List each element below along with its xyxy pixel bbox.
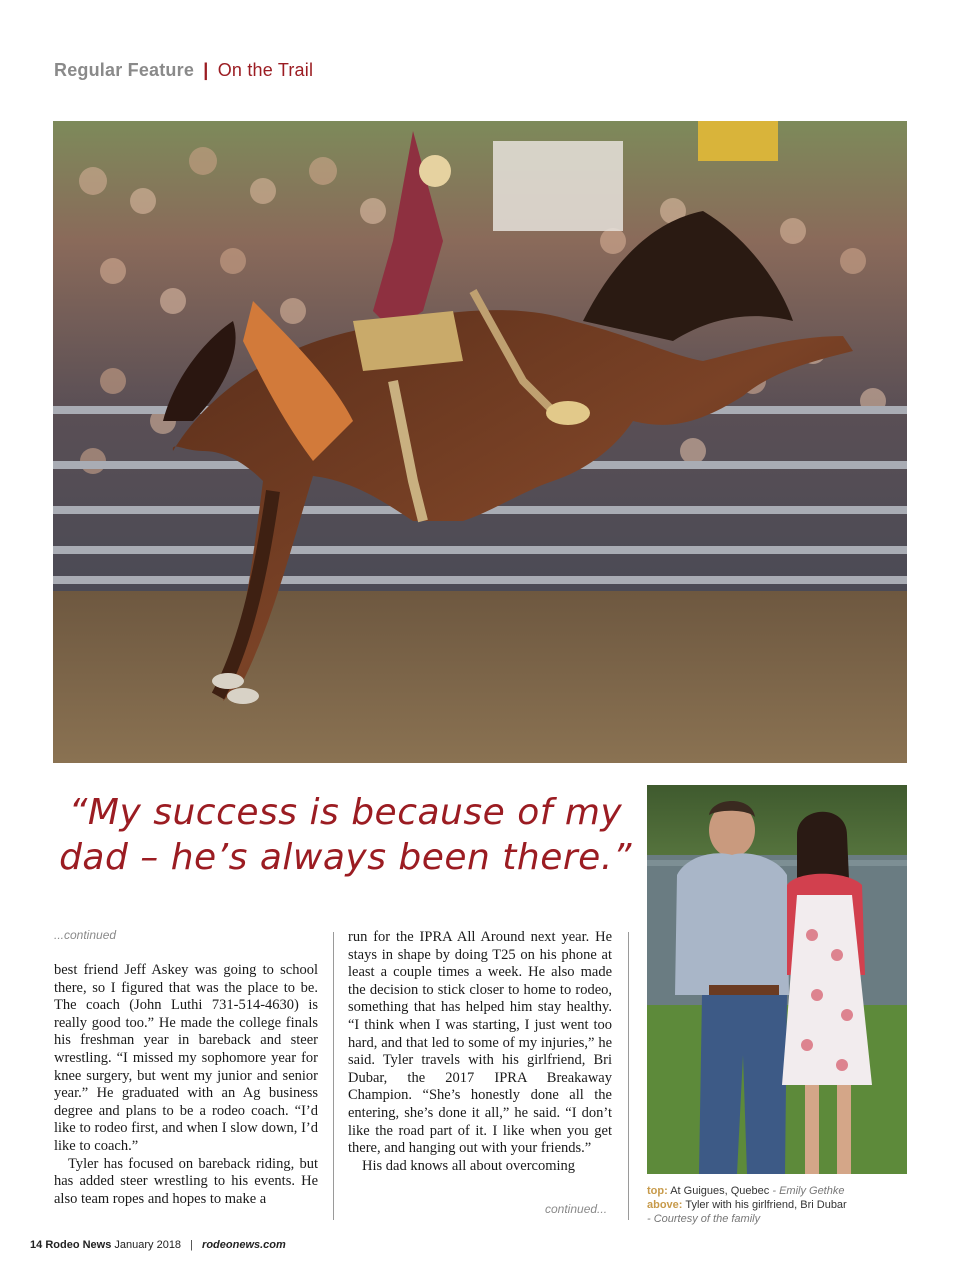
article-paragraph: His dad knows all about overcoming [362, 1157, 576, 1174]
header-divider: | [203, 60, 209, 80]
column-divider [333, 932, 334, 1220]
website-link[interactable]: rodeonews.com [202, 1239, 286, 1251]
side-photo [647, 785, 907, 1174]
caption-top-text: At Guigues, Quebec [670, 1185, 770, 1197]
column-divider [628, 932, 629, 1220]
article-paragraph: run for the IPRA All Around next year. He stays in shape by doing T25 on his phone at least a couple times a week. He also made the decision to stick closer to home to rodeo, something that has helped him stay healthy. “I think when I was starting, I just went too hard, and that led to some of my injuries,” he said. Tyler travels with his girlfriend, Bri Dubar, the 2017 IPRA Breakaway Champion. “She’s honestly done all the entering, she’s done it all,” he said. “I don’t like the road part of it. I like when you get there, and hanging out with your friends.” [348, 929, 612, 1157]
section-label: Regular Feature [54, 60, 195, 80]
pull-quote [58, 790, 633, 880]
caption-above-text: Tyler with his girlfriend, Bri Dubar [685, 1199, 847, 1211]
article-paragraph: Tyler has focused on bareback riding, but has added steer wrestling to his events. He also team ropes and hopes to make a [54, 1155, 318, 1207]
photo-caption [647, 1184, 909, 1226]
caption-above-credit: - Courtesy of the family [647, 1213, 761, 1225]
bareback-rider-photo-icon [53, 121, 907, 763]
caption-above [647, 1198, 909, 1212]
issue-date: January 2018 [114, 1239, 182, 1251]
article-column-1 [54, 962, 318, 1208]
magazine-name: Rodeo News [45, 1239, 112, 1251]
main-photo [53, 121, 907, 763]
continued-from-label: ...continued [54, 928, 117, 942]
caption-top [647, 1184, 909, 1198]
page-number: 14 [30, 1239, 43, 1251]
article-column-2 [348, 929, 612, 1175]
couple-portrait-photo-icon [647, 785, 907, 1174]
caption-top-credit: - Emily Gethke [772, 1185, 845, 1197]
pull-quote-line-2: dad – he’s always been there.” [59, 837, 632, 878]
continued-on-label: continued... [545, 1202, 608, 1216]
footer-divider: | [190, 1239, 193, 1251]
caption-top-label: top: [647, 1185, 668, 1197]
section-header [54, 60, 313, 81]
article-paragraph: best friend Jeff Askey was going to school there, so I figured that was the place to be. The coach (John Luthi 731-514-4630) is really good too.” He made the college finals his freshman year in bareback and steer wrestling. “I missed my sophomore year for knee surgery, but went my junior and senior year.” He graduated with an Ag business degree and plans to be a rodeo coach. “I’d like to rodeo first, and when I slow down, I’d like to coach.” [54, 962, 318, 1154]
pull-quote-line-1: “My success is because of my [68, 792, 623, 833]
caption-above-label: above: [647, 1199, 683, 1211]
page-footer [30, 1239, 286, 1251]
subsection-label: On the Trail [217, 60, 314, 80]
